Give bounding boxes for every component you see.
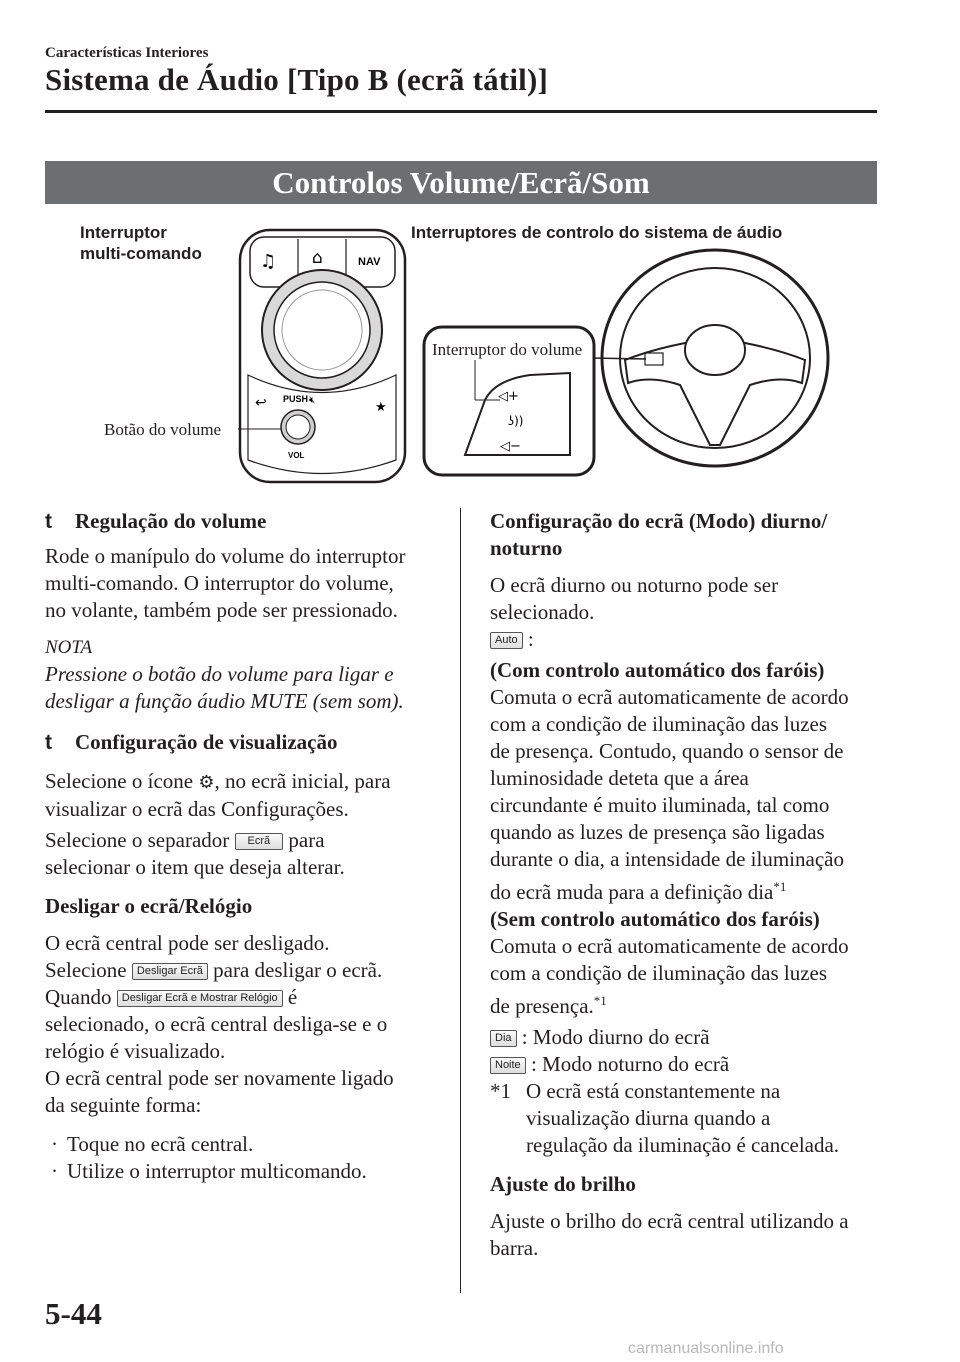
text-line: da seguinte forma:	[45, 1093, 202, 1117]
off-heading: Desligar o ecrã/Relógio	[45, 894, 253, 918]
volume-knob-label: Botão do volume	[104, 420, 222, 439]
text-line: barra.	[490, 1236, 539, 1260]
text-span: : Modo noturno do ecrã	[530, 1052, 730, 1076]
volume-up-icon: ◁+	[498, 389, 519, 404]
text-line: Ajuste o brilho do ecrã central utilizando a	[490, 1209, 849, 1233]
text-line: selecionar o item que deseja alterar.	[45, 855, 345, 879]
auto-option	[490, 626, 890, 653]
footnote-ref: *1	[773, 879, 787, 894]
note-line: Pressione o botão do volume para ligar e	[45, 662, 394, 686]
text-line: durante o dia, a intensidade de iluminação	[490, 847, 844, 871]
text-line: Comuta o ecrã automaticamente de acordo	[490, 934, 849, 958]
list-dot: ·	[51, 1132, 58, 1156]
note-title: NOTA	[45, 637, 93, 658]
left-column	[45, 508, 450, 1185]
title-rule	[45, 110, 877, 113]
night-option	[490, 1051, 890, 1078]
brightness-heading: Ajuste do brilho	[490, 1172, 636, 1196]
text-span: de presença.	[490, 994, 594, 1018]
text-line: selecionado, o ecrã central desliga-se e o	[45, 1012, 388, 1036]
day-chip: Dia	[490, 1030, 517, 1047]
text-span: Selecione o separador	[45, 828, 230, 852]
text-line	[45, 984, 450, 1011]
without-auto-heading: (Sem controlo automático dos faróis)	[490, 907, 820, 931]
text-span: , no ecrã inicial, para	[214, 769, 391, 793]
voice-icon: ʖ))	[508, 414, 524, 428]
back-icon: ↩	[255, 395, 267, 411]
text-span: Selecione o ícone	[45, 769, 194, 793]
column-divider	[460, 508, 461, 1293]
text-line: relógio é visualizado.	[45, 1039, 226, 1063]
text-line	[490, 987, 890, 1020]
text-line: Rode o manípulo do volume do interruptor	[45, 544, 406, 568]
text-line: selecionado.	[490, 600, 595, 624]
note-line: desligar a função áudio MUTE (sem som).	[45, 689, 404, 713]
text-span: Quando	[45, 985, 112, 1009]
text-line: O ecrã central pode ser novamente ligado	[45, 1066, 394, 1090]
volume-down-icon: ◁−	[500, 439, 521, 454]
text-line: O ecrã diurno ou noturno pode ser	[490, 573, 779, 597]
page-number: 5-44	[45, 1296, 102, 1331]
text-line: luminosidade deteta que a área	[490, 766, 749, 790]
bullet-mark: t	[45, 510, 52, 533]
steering-wheel	[592, 250, 828, 466]
text-line: visualizar o ecrã das Configurações.	[45, 797, 349, 821]
list-item	[45, 1158, 450, 1185]
display-heading	[45, 729, 450, 756]
text-span: é	[287, 985, 298, 1009]
text-line: quando as luzes de presença são ligadas	[490, 820, 825, 844]
text-span: : Modo diurno do ecrã	[521, 1025, 710, 1049]
auto-chip: Auto	[490, 632, 523, 649]
nav-text: NAV	[358, 256, 381, 268]
volume-switch-label: Interruptor do volume	[432, 340, 583, 359]
text-line: com a condição de iluminação das luzes	[490, 712, 828, 736]
multi-command-label-line2: multi-comando	[80, 244, 202, 263]
text-line	[490, 873, 890, 906]
text-line	[45, 827, 450, 854]
list-item	[45, 1131, 450, 1158]
text-span: Selecione	[45, 958, 127, 982]
screen-off-chip: Desligar Ecrã	[132, 963, 208, 980]
footnote-mark: *1	[490, 1079, 511, 1103]
text-line: multi-comando. O interruptor do volume,	[45, 571, 394, 595]
text-line: O ecrã central pode ser desligado.	[45, 931, 330, 955]
home-icon: ⌂	[312, 248, 323, 268]
text-line: com a condição de iluminação das luzes	[490, 961, 828, 985]
watermark: carmanualsonline.info	[628, 1340, 784, 1357]
footnote-text: visualização diurna quando a	[526, 1106, 771, 1130]
music-icon: ♫	[260, 251, 277, 272]
list-text: Toque no ecrã central.	[67, 1132, 254, 1156]
list-dot: ·	[51, 1159, 58, 1183]
mode-heading-line: noturno	[490, 536, 563, 560]
footnote-text: regulação da iluminação é cancelada.	[526, 1133, 840, 1157]
bullet-mark: t	[45, 731, 52, 754]
screen-off-clock-chip: Desligar Ecrã e Mostrar Relógio	[117, 990, 283, 1007]
night-chip: Noite	[490, 1057, 526, 1074]
volume-heading	[45, 508, 450, 535]
text-line: no volante, também pode ser pressionado.	[45, 598, 398, 622]
section-label: Características Interiores	[45, 45, 209, 61]
text-line: circundante é muito iluminada, tal como	[490, 793, 830, 817]
text-line	[45, 957, 450, 984]
right-column	[490, 508, 890, 1262]
footnote-text: O ecrã está constantemente na	[526, 1079, 781, 1103]
day-option	[490, 1024, 890, 1051]
favorite-star-icon: ★	[375, 400, 387, 415]
audio-switches-label: Interruptores de controlo do sistema de áudio	[411, 223, 783, 242]
display-heading-text: Configuração de visualização	[75, 730, 338, 754]
footnote-item	[490, 1078, 890, 1105]
settings-gear-icon: ⚙	[198, 772, 215, 793]
multi-command-label-line1: Interruptor	[80, 223, 167, 242]
screen-tab-chip: Ecrã	[235, 833, 284, 850]
mode-heading-line: Configuração do ecrã (Modo) diurno/	[490, 509, 828, 533]
text-line	[45, 768, 450, 796]
page-title: Sistema de Áudio [Tipo B (ecrã tátil)]	[45, 62, 548, 97]
text-span: para	[288, 828, 325, 852]
list-text: Utilize o interruptor multicomando.	[67, 1159, 367, 1183]
mute-icon: 🔇︎	[309, 395, 316, 406]
with-auto-heading: (Com controlo automático dos faróis)	[490, 658, 825, 682]
text-span: :	[527, 627, 534, 651]
section-banner: Controlos Volume/Ecrã/Som	[45, 161, 877, 204]
text-span: para desligar o ecrã.	[213, 958, 383, 982]
multi-command-unit	[238, 230, 405, 482]
vol-text: VOL	[288, 451, 305, 460]
text-line: de presença. Contudo, quando o sensor de	[490, 739, 844, 763]
text-span: do ecrã muda para a definição dia	[490, 880, 774, 904]
footnote-ref: *1	[593, 993, 607, 1008]
push-text: PUSH	[283, 394, 309, 404]
text-line: Comuta o ecrã automaticamente de acordo	[490, 685, 849, 709]
volume-heading-text: Regulação do volume	[75, 509, 267, 533]
